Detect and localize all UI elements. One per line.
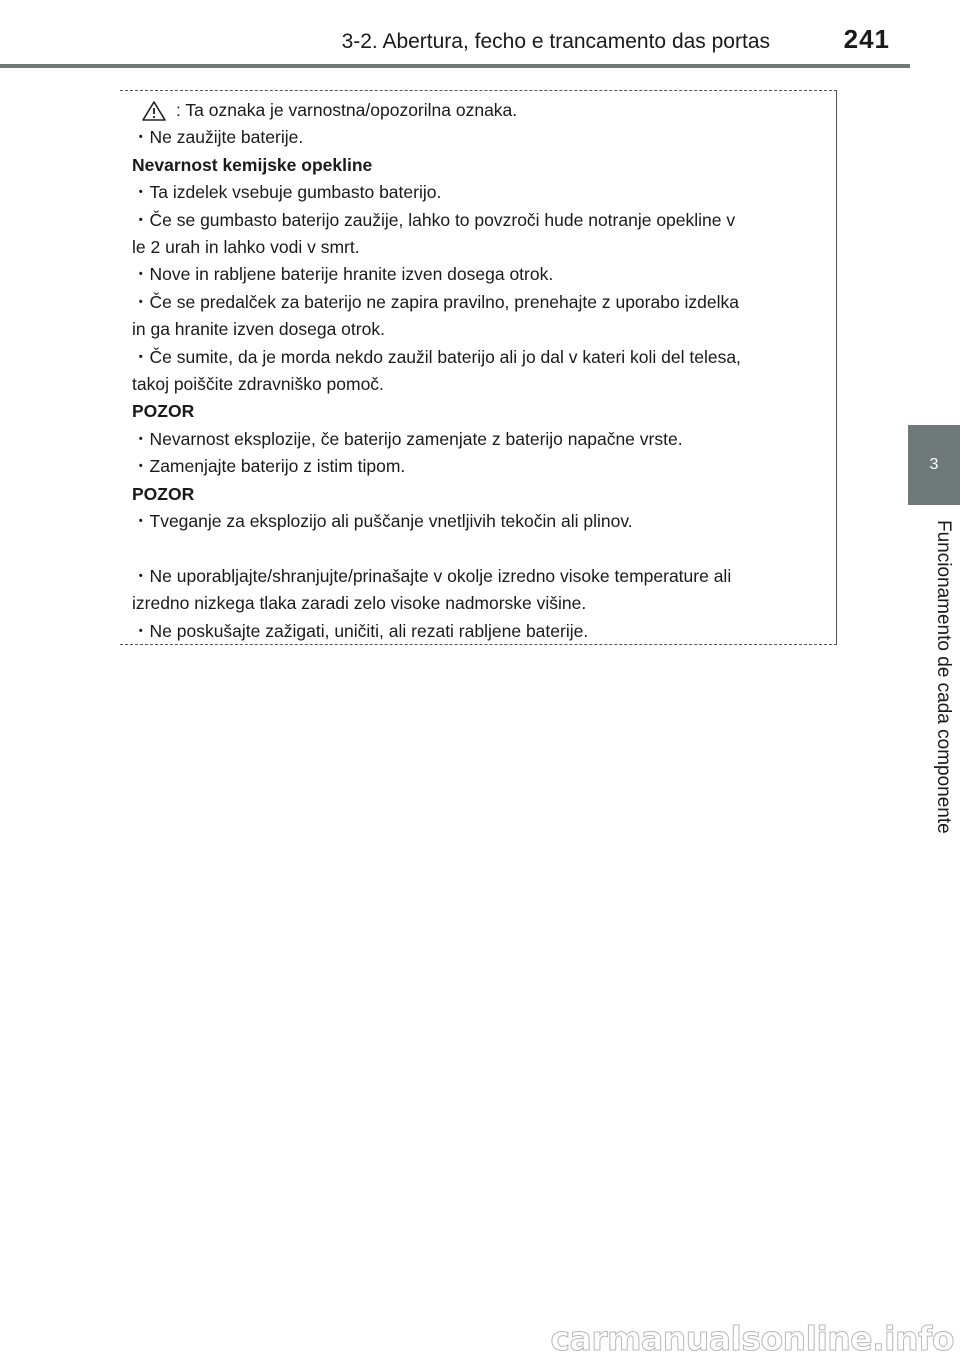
- text-line: in ga hranite izven dosega otrok.: [132, 319, 385, 340]
- chapter-tab[interactable]: [908, 425, 960, 505]
- bullet-line: ・ Ne poskušajte zažigati, uničiti, ali rezati rabljene baterije.: [132, 618, 822, 645]
- bullet-line: ・ Ne zaužijte baterije.: [132, 124, 822, 151]
- warning-symbol-line: [132, 97, 822, 124]
- page-header: [0, 0, 910, 68]
- spacer-line: [132, 536, 822, 563]
- chapter-tab-number: 3: [929, 456, 939, 473]
- text-line: izredno nizkega tlaka zaradi zelo visoke nadmorske višine.: [132, 593, 587, 614]
- chapter-label: Funcionamento de cada componente: [933, 520, 954, 834]
- bullet-line: ・ Ta izdelek vsebuje gumbasto baterijo.: [132, 179, 822, 206]
- bullet-line: ・ Nevarnost eksplozije, če baterijo zamenjate z baterijo napačne vrste.: [132, 426, 822, 453]
- text-line: takoj poiščite zdravniško pomoč.: [132, 374, 384, 395]
- bullet-line: ・ Ne uporabljajte/shranjujte/prinašajte v okolje izredno visoke temperature ali: [132, 563, 822, 590]
- bullet-line: ・ Če sumite, da je morda nekdo zaužil baterijo ali jo dal v kateri koli del telesa,: [132, 344, 822, 371]
- heading-line: POZOR: [132, 483, 195, 504]
- text-line: le 2 urah in lahko vodi v smrt.: [132, 237, 360, 258]
- section-title: 3-2. Abertura, fecho e trancamento das portas: [341, 30, 770, 53]
- battery-warning-box: [120, 90, 837, 645]
- bullet-line: ・ Nove in rabljene baterije hranite izven dosega otrok.: [132, 261, 822, 288]
- heading-line: POZOR: [132, 401, 195, 422]
- warning-triangle-icon: [142, 101, 166, 121]
- watermark: carmanualsonline.info: [550, 1319, 954, 1358]
- bullet-line: ・ Če se predalček za baterijo ne zapira pravilno, prenehajte z uporabo izdelka: [132, 289, 822, 316]
- heading-line: Nevarnost kemijske opekline: [132, 154, 373, 175]
- bullet-line: ・ Tveganje za eksplozijo ali puščanje vnetljivih tekočin ali plinov.: [132, 508, 822, 535]
- bullet-line: ・ Če se gumbasto baterijo zaužije, lahko to povzroči hude notranje opekline v: [132, 207, 822, 234]
- warning-content: [132, 97, 822, 645]
- bullet-line: ・ Zamenjajte baterijo z istim tipom.: [132, 453, 822, 480]
- warning-symbol-text: : Ta oznaka je varnostna/opozorilna oznaka.: [176, 100, 518, 120]
- page-number: 241: [843, 24, 890, 54]
